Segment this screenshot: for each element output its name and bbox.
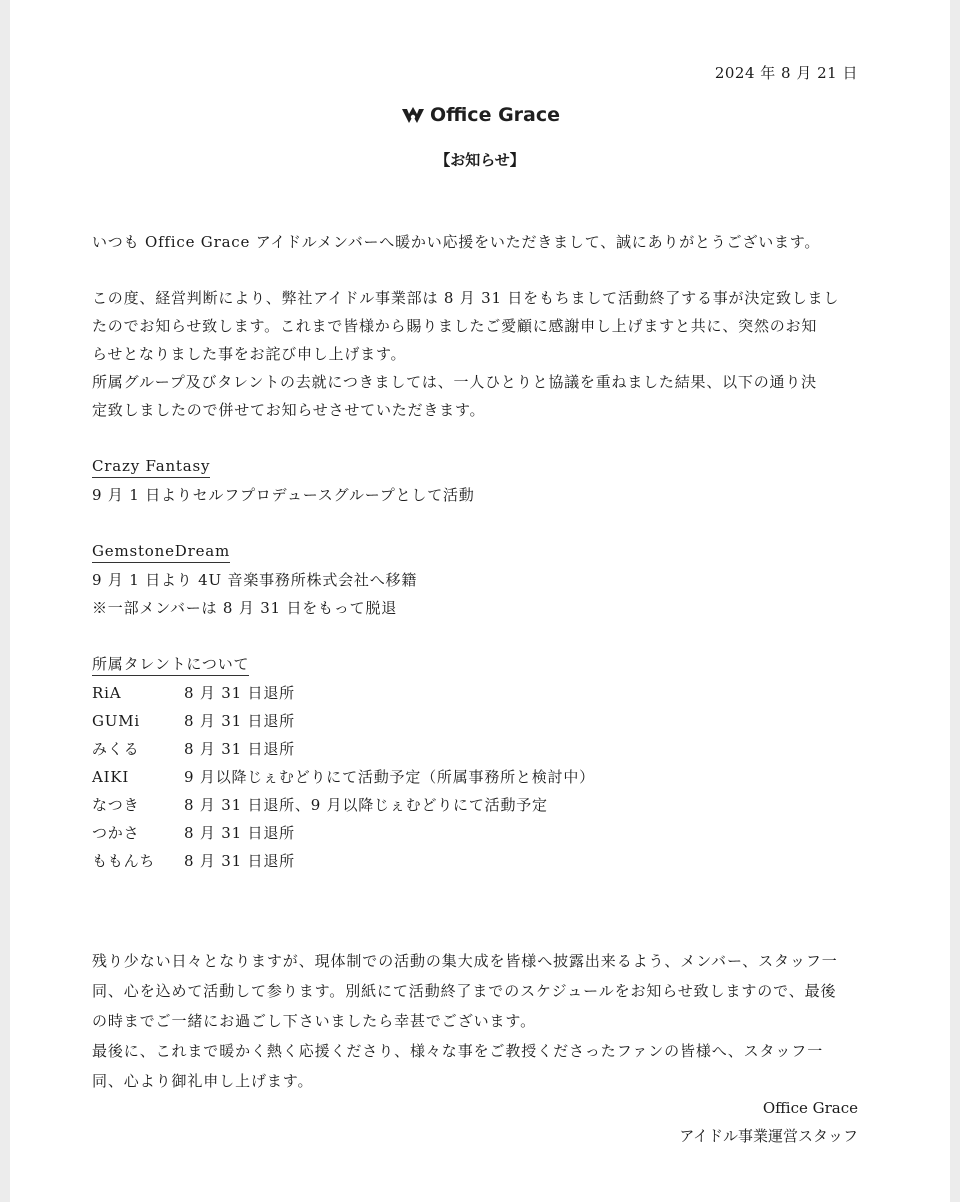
talent-status: 8 月 31 日退所 xyxy=(184,740,295,758)
talent-row xyxy=(92,679,870,707)
talent-name: なつき xyxy=(92,796,140,814)
talent-name: GUMi xyxy=(92,712,140,730)
announcement-line: 所属グループ及びタレントの去就につきましては、一人ひとりと協議を重ねました結果、以下の通り決 xyxy=(92,373,817,391)
talent-name: ももんち xyxy=(92,852,156,870)
talents-section xyxy=(92,650,870,875)
signature-block xyxy=(679,1094,858,1150)
notice-title: 【お知らせ】 xyxy=(435,151,525,169)
group-gemstone-dream xyxy=(92,537,870,622)
announcement-line: 定致しましたので併せてお知らせさせていただきます。 xyxy=(92,401,486,419)
closing-line: の時までご一緒にお過ごし下さいましたら幸甚でございます。 xyxy=(92,1012,537,1030)
company-logo xyxy=(10,104,950,126)
talent-row xyxy=(92,763,870,791)
greeting-paragraph: いつも Office Grace アイドルメンバーへ暖かい応援をいただきまして、誠にありがとうございます。 xyxy=(92,233,821,251)
talent-row xyxy=(92,735,870,763)
talent-row xyxy=(92,707,870,735)
office-grace-emblem-icon xyxy=(400,106,426,126)
announcement-line: この度、経営判断により、弊社アイドル事業部は 8 月 31 日をもちまして活動終了する事が決定致しまし xyxy=(92,289,840,307)
closing-line: 最後に、これまで暖かく熱く応援くださり、様々な事をご教授くださったファンの皆様へ、スタッフ一 xyxy=(92,1042,824,1060)
talent-name: みくる xyxy=(92,740,140,758)
talent-row xyxy=(92,791,870,819)
main-body xyxy=(92,228,870,875)
group-status-line: 9 月 1 日よりセルフプロデュースグループとして活動 xyxy=(92,486,475,504)
group-name: Crazy Fantasy xyxy=(92,455,210,478)
talent-name: RiA xyxy=(92,684,122,702)
talent-name: AIKI xyxy=(92,768,130,786)
talent-status: 8 月 31 日退所 xyxy=(184,712,295,730)
closing-line: 残り少ない日々となりますが、現体制での活動の集大成を皆様へ披露出来るよう、メンバー、スタッフ一 xyxy=(92,952,838,970)
group-name: GemstoneDream xyxy=(92,540,230,563)
closing-paragraph xyxy=(92,946,870,1096)
signature-company: Office Grace xyxy=(762,1099,858,1117)
closing-line: 同、心を込めて活動して参ります。別紙にて活動終了までのスケジュールをお知らせ致しますので、最後 xyxy=(92,982,837,1000)
talent-status: 8 月 31 日退所 xyxy=(184,824,295,842)
logo-text: Office Grace xyxy=(429,104,561,126)
talents-heading: 所属タレントについて xyxy=(92,653,249,676)
group-status-line: 9 月 1 日より 4U 音楽事務所株式会社へ移籍 xyxy=(92,571,418,589)
announcement-line: らせとなりました事をお詫び申し上げます。 xyxy=(92,345,407,363)
group-crazy-fantasy xyxy=(92,452,870,509)
talent-row xyxy=(92,847,870,875)
announcement-line: たのでお知らせ致します。これまで皆様から賜りましたご愛顧に感謝申し上げますと共に、突然のお知 xyxy=(92,317,818,335)
talent-status: 8 月 31 日退所、9 月以降じぇむどりにて活動予定 xyxy=(184,796,548,814)
closing-line: 同、心より御礼申し上げます。 xyxy=(92,1072,314,1090)
talent-status: 9 月以降じぇむどりにて活動予定（所属事務所と検討中） xyxy=(184,768,595,786)
signature-department: アイドル事業運営スタッフ xyxy=(679,1127,858,1145)
talent-status: 8 月 31 日退所 xyxy=(184,852,295,870)
group-status-note: ※一部メンバーは 8 月 31 日をもって脱退 xyxy=(92,599,398,617)
talent-name: つかさ xyxy=(92,824,140,842)
talent-row xyxy=(92,819,870,847)
document-date: 2024 年 8 月 21 日 xyxy=(714,64,858,82)
talent-status: 8 月 31 日退所 xyxy=(184,684,295,702)
notice-document xyxy=(10,0,950,1202)
